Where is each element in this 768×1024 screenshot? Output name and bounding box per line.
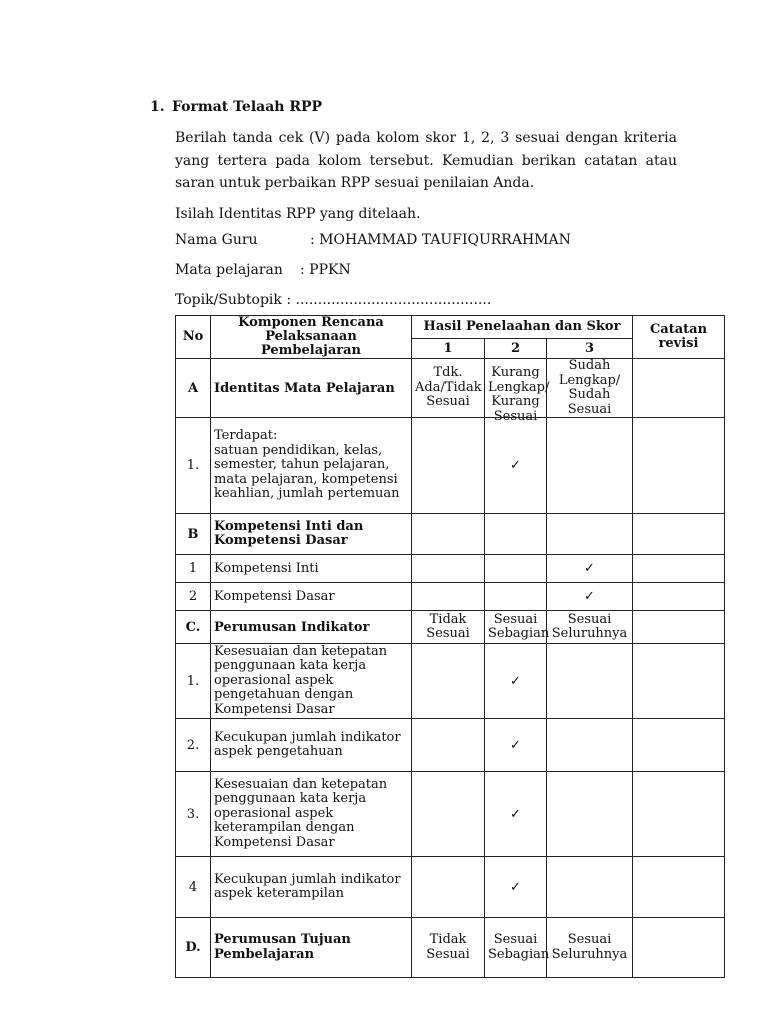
notes-cell	[633, 611, 725, 644]
row-label: Kecukupan jumlah indikator aspek keterampilan	[211, 857, 412, 918]
row-label: Identitas Mata Pelajaran	[211, 359, 412, 418]
row-no: B	[176, 514, 211, 555]
notes-cell	[633, 644, 725, 719]
notes-cell	[633, 555, 725, 583]
teacher-label: Nama Guru	[175, 232, 258, 248]
check-mark-icon: ✓	[584, 561, 595, 576]
review-table	[175, 315, 725, 978]
table-row	[176, 772, 725, 857]
table-row	[176, 918, 725, 978]
row-label: Kesesuaian dan ketepatan penggunaan kata kerja operasional aspek keterampilan dengan Kompetensi Dasar	[211, 772, 412, 857]
score-cell-1	[412, 857, 485, 918]
table-row	[176, 719, 725, 772]
subject-value: : PPKN	[300, 262, 351, 278]
topic-value: : ............................................	[286, 292, 492, 308]
row-no: D.	[176, 918, 211, 978]
table-row	[176, 418, 725, 514]
teacher-value: : MOHAMMAD TAUFIQURRAHMAN	[310, 232, 571, 248]
row-no: 3.	[176, 772, 211, 857]
criteria-score-3: Sesuai Seluruhnya	[547, 611, 633, 644]
check-mark-icon: ✓	[510, 879, 521, 895]
score-cell-1	[412, 555, 485, 583]
score-cell-1	[412, 644, 485, 719]
criteria-score-1: Tidak Sesuai	[412, 918, 485, 978]
row-label: Kompetensi Inti	[211, 555, 412, 583]
row-label: Terdapat: satuan pendidikan, kelas, semester, tahun pelajaran, mata pelajaran, kompetensi keahlian, jumlah pertemuan	[211, 418, 412, 514]
row-label: Perumusan Indikator	[211, 611, 412, 644]
criteria-score-1: Tidak Sesuai	[412, 611, 485, 644]
section-title: Format Telaah RPP	[172, 99, 323, 115]
score-cell-2	[485, 644, 547, 719]
score-cell-1	[412, 418, 485, 514]
header-result: Hasil Penelaahan dan Skor	[412, 316, 633, 339]
notes-cell	[633, 772, 725, 857]
table-row	[176, 857, 725, 918]
notes-cell	[633, 514, 725, 555]
check-mark-icon: ✓	[510, 806, 521, 822]
notes-cell	[633, 359, 725, 418]
subject-label: Mata pelajaran	[175, 262, 283, 278]
row-label: Kesesuaian dan ketepatan penggunaan kata kerja operasional aspek pengetahuan dengan Kompetensi Dasar	[211, 644, 412, 719]
teacher-field	[175, 232, 571, 248]
score-cell-1	[412, 583, 485, 611]
criteria-score-2: Kurang Lengkap/ Kurang Sesuai	[488, 365, 550, 424]
table-row	[176, 514, 725, 555]
criteria-score-2: Sesuai Sebagian	[485, 918, 547, 978]
criteria-score-3: Sesuai Seluruhnya	[547, 918, 633, 978]
row-no: 4	[176, 857, 211, 918]
check-mark-icon: ✓	[584, 589, 595, 604]
notes-cell	[633, 583, 725, 611]
criteria-score-1: Tdk. Ada/Tidak Sesuai	[412, 359, 485, 418]
score-cell-3	[547, 857, 633, 918]
score-cell-3	[547, 555, 633, 583]
notes-cell	[633, 719, 725, 772]
criteria-score-2: Sesuai Sebagian	[485, 611, 547, 644]
criteria-score-3: Sudah Lengkap/ Sudah Sesuai	[547, 359, 633, 418]
row-no: C.	[176, 611, 211, 644]
check-mark-icon: ✓	[510, 458, 521, 473]
row-label: Kompetensi Dasar	[211, 583, 412, 611]
section-number: 1.	[150, 99, 165, 115]
score-cell-3	[547, 719, 633, 772]
row-label: Perumusan Tujuan Pembelajaran	[211, 918, 412, 978]
notes-cell	[633, 918, 725, 978]
identity-prompt: Isilah Identitas RPP yang ditelaah.	[175, 206, 421, 222]
notes-cell	[633, 857, 725, 918]
score-cell-2	[485, 772, 547, 857]
score-cell-2	[485, 555, 547, 583]
score-cell-1	[412, 772, 485, 857]
row-no: 1.	[176, 644, 211, 719]
header-score-2: 2	[485, 339, 547, 359]
score-cell-2	[485, 719, 547, 772]
row-label: Kecukupan jumlah indikator aspek pengetahuan	[211, 719, 412, 772]
header-notes: Catatan revisi	[633, 316, 725, 359]
score-cell-1	[412, 719, 485, 772]
score-cell-3	[547, 644, 633, 719]
score-cell-3	[547, 772, 633, 857]
header-score-1: 1	[412, 339, 485, 359]
row-no: 1	[176, 555, 211, 583]
check-mark-icon: ✓	[510, 673, 521, 689]
row-no: A	[176, 359, 211, 418]
table-row	[176, 644, 725, 719]
row-no: 2	[176, 583, 211, 611]
header-component: Komponen Rencana Pelaksanaan Pembelajaran	[211, 316, 412, 359]
score-cell-3	[547, 418, 633, 514]
table-row	[176, 555, 725, 583]
header-no: No	[176, 316, 211, 359]
row-no: 2.	[176, 719, 211, 772]
header-score-3: 3	[547, 339, 633, 359]
instructions-paragraph: Berilah tanda cek (V) pada kolom skor 1, 2, 3 sesuai dengan kriteria yang tertera pada kolom tersebut. Kemudian berikan catatan atau saran untuk perbaikan RPP sesuai penilaian Anda.	[175, 130, 677, 191]
topic-field	[175, 292, 491, 308]
subject-field	[175, 262, 351, 278]
topic-label: Topik/Subtopik	[175, 292, 282, 308]
row-label: Kompetensi Inti dan Kompetensi Dasar	[211, 514, 412, 555]
notes-cell	[633, 418, 725, 514]
table-row	[176, 359, 725, 418]
score-cell-2	[485, 583, 547, 611]
score-cell-2	[485, 857, 547, 918]
table-row	[176, 611, 725, 644]
section-heading	[150, 99, 322, 115]
check-mark-icon: ✓	[510, 737, 521, 753]
score-cell-2	[485, 418, 547, 514]
row-no: 1.	[176, 418, 211, 514]
table-row	[176, 583, 725, 611]
score-cell-3	[547, 583, 633, 611]
